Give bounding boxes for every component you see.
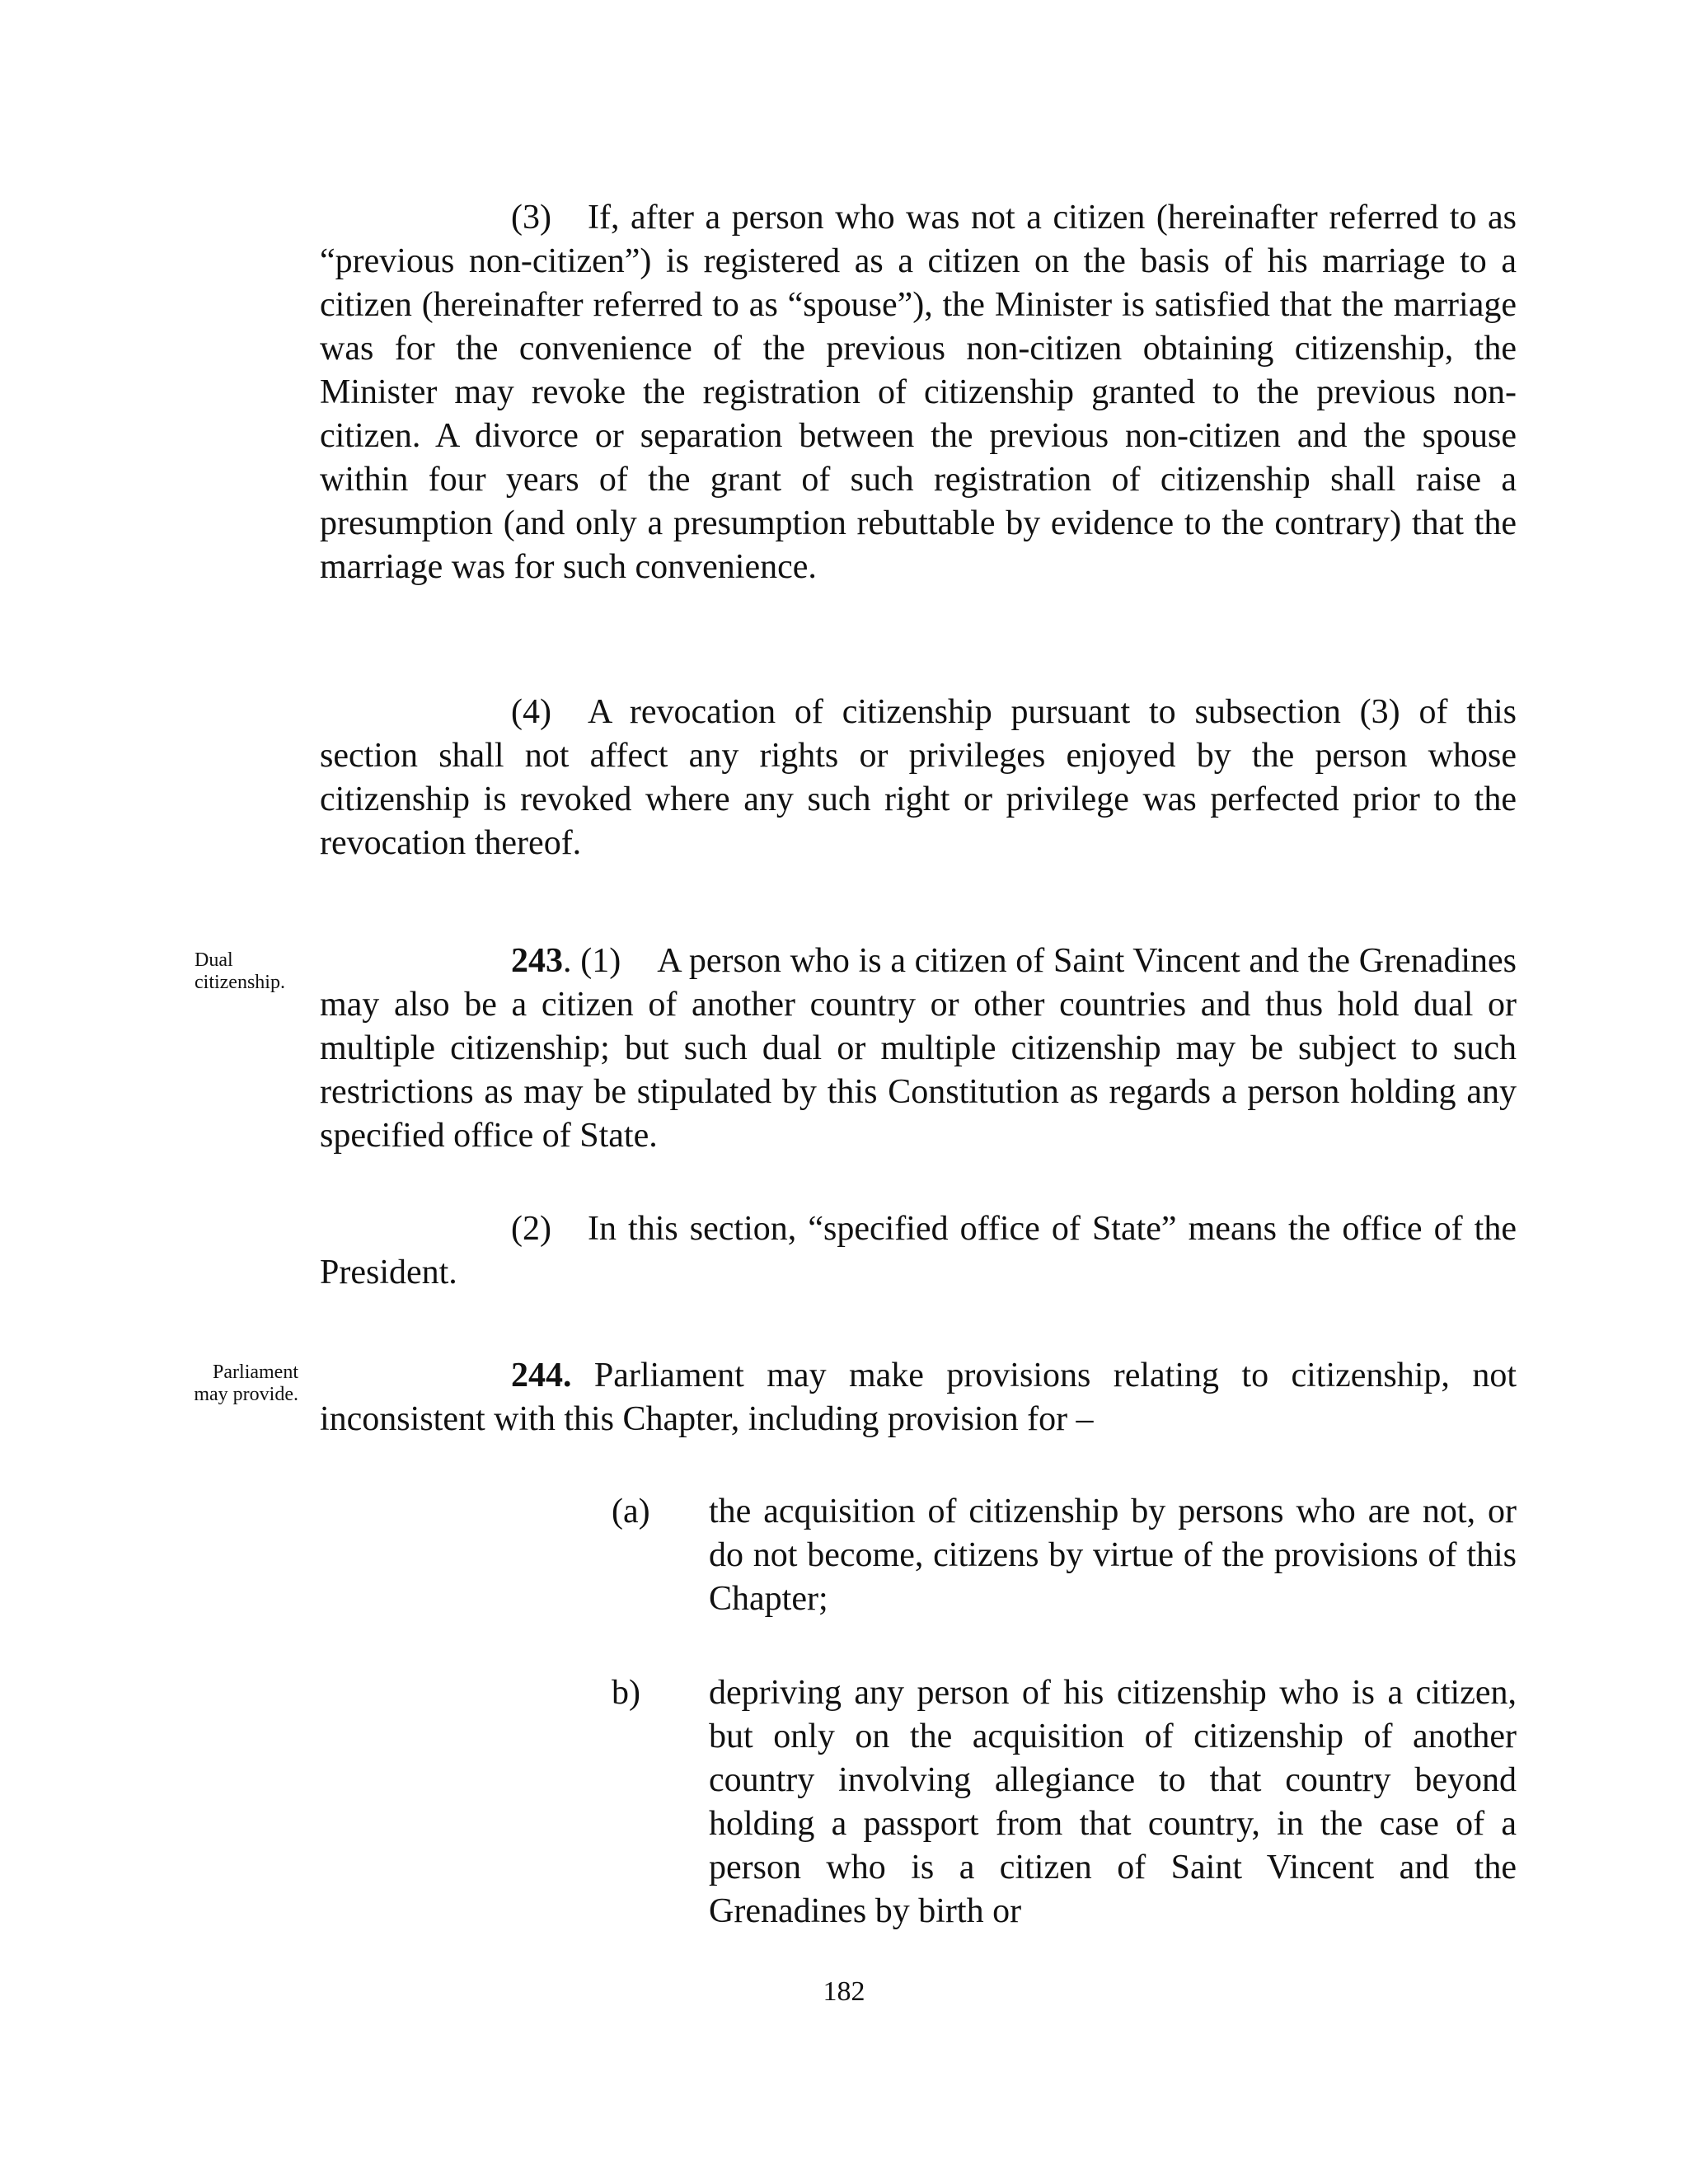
section-244-number: 244. xyxy=(511,1357,572,1394)
section-243-sub1-text: A person who is a citizen of Saint Vincent and the Grenadines may also be a citizen of another country or other countries and thus hold dual or multiple citizenship; but such dual or multiple citizenship may be subject to such restrictions as may be stipulated by this Constitution as regards a person holding any specified office of State. xyxy=(320,942,1517,1155)
margin-note-dual-citizenship: Dual citizenship. xyxy=(195,949,285,993)
section-243-subsection-2 xyxy=(320,1207,1517,1295)
subsection-3-number: (3) xyxy=(511,199,551,237)
subsection-4-text: A revocation of citizenship pursuant to subsection (3) of this section shall not affect any rights or privileges enjoyed by the person whose citizenship is revoked where any such right or privilege was perfected prior to the revocation thereof. xyxy=(320,693,1517,862)
list-item xyxy=(612,1490,1517,1621)
page-number: 182 xyxy=(823,1976,865,2007)
section-243-number: 243 xyxy=(511,942,563,980)
section-243-sub2-number: (2) xyxy=(511,1210,551,1248)
list-item-label: (a) xyxy=(612,1493,650,1530)
section-243-sub2-text: In this section, “specified office of State” means the office of the President. xyxy=(320,1210,1517,1291)
list-item xyxy=(612,1671,1517,1933)
list-item-label: b) xyxy=(612,1674,640,1712)
subsection-3-text: If, after a person who was not a citizen (hereinafter referred to as “previous non-citizen”) is registered as a citizen on the basis of his marriage to a citizen (hereinafter referred to as “spouse”), the Minister is satisfied that the marriage was for the convenience of the previous non-citizen obtaining citizenship, the Minister may revoke the registration of citizenship granted to the previous non-citizen. A divorce or separation between the previous non-citizen and the spouse within four years of the grant of such registration of citizenship shall raise a presumption (and only a presumption rebuttable by evidence to the contrary) that the marriage was for such convenience. xyxy=(320,199,1517,586)
subsection-3 xyxy=(320,196,1517,589)
section-244-text: Parliament may make provisions relating to citizenship, not inconsistent with this Chapter, including provision for – xyxy=(320,1357,1517,1438)
subsection-4 xyxy=(320,691,1517,865)
margin-note-parliament-may-provide: Parliament may provide. xyxy=(194,1361,298,1405)
list-item-text: the acquisition of citizenship by persons who are not, or do not become, citizens by virtue of the provisions of this Chapter; xyxy=(709,1493,1517,1618)
section-243-sub1-number: (1) xyxy=(580,942,621,980)
subsection-4-number: (4) xyxy=(511,693,551,731)
section-244 xyxy=(320,1354,1517,1441)
list-item-text: depriving any person of his citizenship who is a citizen, but only on the acquisition of citizenship of another country involving allegiance to that country beyond holding a passport from that country, in the case of a person who is a citizen of Saint Vincent and the Grenadines by birth or xyxy=(709,1674,1517,1930)
section-243-subsection-1: 243. (1) A person who is a citizen of Saint Vincent and the Grenadines may also be a citizen of another country or other countries and thus hold dual or multiple citizenship; but such dual or multiple citizenship may be subject to such restrictions as may be stipulated by this Constitution as regards a person holding any specified office of State. xyxy=(320,942,1517,1155)
